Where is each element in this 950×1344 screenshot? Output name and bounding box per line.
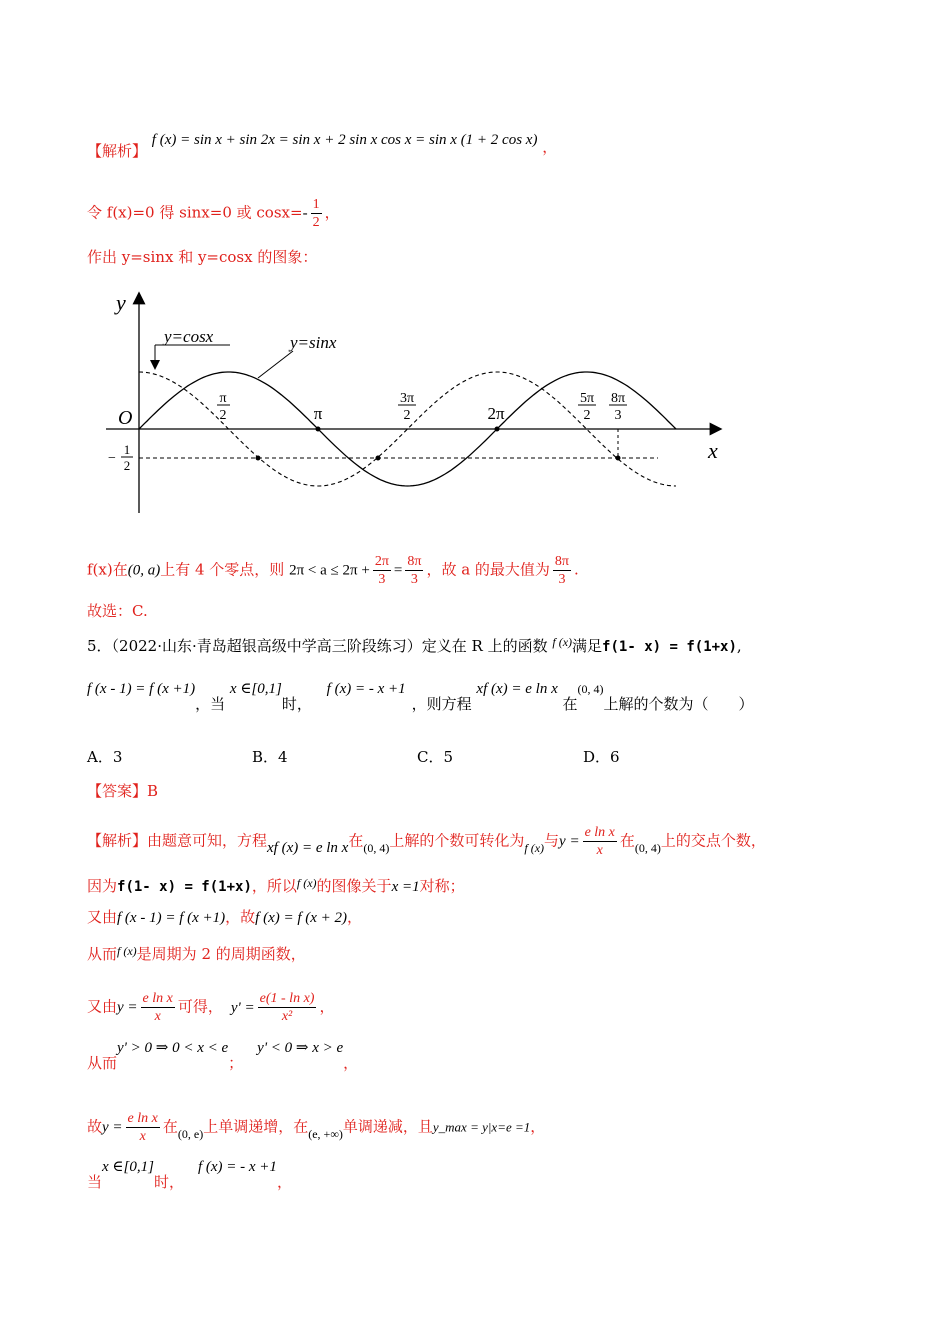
neg-half-den: 2 bbox=[123, 458, 131, 473]
frac-num: e ln x bbox=[142, 991, 173, 1006]
punct: ， bbox=[324, 203, 340, 222]
punct: , bbox=[736, 637, 742, 655]
text: 是周期为 2 的周期函数， bbox=[136, 945, 306, 963]
fraction bbox=[373, 553, 391, 588]
fraction bbox=[126, 1110, 160, 1145]
punct: ， bbox=[276, 1173, 292, 1191]
neg-half-sign: − bbox=[108, 451, 116, 466]
fx: f (x) bbox=[552, 635, 573, 649]
punct: . bbox=[574, 560, 579, 579]
text: ，则方程 bbox=[411, 695, 472, 713]
frac-den: x bbox=[139, 1129, 146, 1144]
solution-5-line-1 bbox=[87, 824, 766, 859]
option-d: D．6 bbox=[583, 748, 620, 766]
text: 单调递减，且 bbox=[342, 1117, 433, 1136]
punct: ， bbox=[319, 997, 335, 1016]
frac-num: 2π bbox=[374, 554, 389, 569]
text: f(x)在 bbox=[87, 560, 128, 579]
inequality: 2π < a ≤ 2π + bbox=[289, 562, 370, 579]
solution-line-3: 作出 y=sinx 和 y=cosx 的图象： bbox=[87, 248, 318, 266]
text: 当 bbox=[87, 1173, 103, 1191]
origin-label: O bbox=[118, 407, 133, 429]
max-value: y_max = y|x=e =1 bbox=[432, 1119, 531, 1135]
frac-num: e ln x bbox=[127, 1111, 158, 1126]
text: 可得， bbox=[177, 997, 223, 1016]
minus-sign: - bbox=[302, 205, 308, 222]
text: 在 bbox=[562, 695, 578, 713]
interval: (0, e) bbox=[177, 1126, 204, 1141]
frac-num: 1 bbox=[312, 197, 320, 212]
tick-2pi: 2π bbox=[487, 404, 505, 423]
text: 又由 bbox=[87, 908, 118, 926]
punct: ， bbox=[347, 908, 363, 926]
text: 的图像关于 bbox=[316, 877, 392, 895]
fraction bbox=[583, 824, 617, 859]
axis: x =1 bbox=[391, 879, 420, 895]
symmetry-condition: f(1- x) = f(1+x) bbox=[602, 639, 737, 655]
y-eq: y = bbox=[102, 1119, 123, 1136]
text: 对称； bbox=[419, 877, 465, 895]
frac-den: 3 bbox=[378, 572, 386, 587]
punct: ， bbox=[343, 1054, 359, 1072]
text: ； bbox=[228, 1054, 244, 1072]
text: 上的交点个数， bbox=[660, 831, 766, 850]
solution-line-4 bbox=[87, 553, 579, 588]
text: 时， bbox=[153, 1173, 184, 1191]
text: 从而 bbox=[87, 945, 118, 963]
text: ，所以 bbox=[251, 877, 297, 895]
text: 上有 4 个零点，则 bbox=[160, 560, 285, 579]
text: 【解析】由题意可知，方程 bbox=[87, 831, 268, 850]
neg-half-num: 1 bbox=[123, 442, 131, 457]
question-5-line-2 bbox=[87, 681, 754, 713]
frac-den: x bbox=[154, 1009, 161, 1024]
intersect-point bbox=[376, 456, 381, 461]
option-c: C．5 bbox=[417, 748, 454, 766]
frac-den: 3 bbox=[558, 572, 566, 587]
increasing-condition: y' > 0 ⇒ 0 < x < e bbox=[117, 1040, 229, 1056]
zero-condition-text: 令 f(x)=0 得 sinx=0 或 cosx= bbox=[87, 203, 303, 222]
text: ，当 bbox=[195, 695, 226, 713]
punct: ， bbox=[530, 1117, 546, 1136]
formula-f-expansion: f (x) = sin x + sin 2x = sin x + 2 sin x cos x = sin x (1 + 2 cos x) bbox=[151, 132, 538, 148]
option-a: A．3 bbox=[87, 748, 123, 766]
period-2: f (x) = f (x + 2) bbox=[255, 910, 348, 926]
question-text: 5．（2022·山东·青岛超银高级中学高三阶段练习）定义在 R 上的函数 bbox=[87, 637, 548, 655]
y-eq: y = bbox=[559, 833, 580, 850]
fraction bbox=[553, 553, 571, 588]
y-prime: y' = bbox=[230, 999, 255, 1016]
tick-3pi-over-2-den: 2 bbox=[403, 408, 411, 423]
tick-pi-over-2-den: 2 bbox=[219, 408, 227, 423]
fraction bbox=[258, 990, 317, 1025]
solution-5-line-7 bbox=[87, 1110, 545, 1145]
text: 故 bbox=[87, 1117, 103, 1136]
frac-num: 8π bbox=[554, 554, 569, 569]
text: 时， bbox=[281, 695, 312, 713]
symmetry-condition: f(1- x) = f(1+x) bbox=[117, 879, 252, 895]
interval: (e, +∞) bbox=[308, 1126, 343, 1141]
frac-den: 2 bbox=[312, 215, 320, 230]
fx: f (x) bbox=[296, 876, 317, 890]
tick-pi-over-2-num: π bbox=[219, 391, 227, 406]
equals: = bbox=[393, 562, 403, 579]
period-condition: f (x - 1) = f (x +1) bbox=[117, 910, 226, 926]
solution-5-line-2 bbox=[87, 876, 465, 897]
answer-choice-line: 故选：C. bbox=[87, 602, 148, 620]
text: 在 bbox=[619, 831, 635, 850]
tick-pi: π bbox=[313, 404, 323, 423]
fx-definition: f (x) = - x +1 bbox=[326, 681, 406, 697]
interval-0-a: (0, a) bbox=[127, 562, 161, 579]
equation: xf (x) = e ln x bbox=[476, 681, 558, 697]
frac-den: x² bbox=[281, 1009, 293, 1024]
text: 在 bbox=[162, 1117, 178, 1136]
equation: xf (x) = e ln x bbox=[267, 839, 349, 856]
fx: f (x) bbox=[117, 944, 137, 958]
frac-den: x bbox=[596, 843, 603, 858]
tick-8pi-over-3-den: 3 bbox=[614, 408, 622, 423]
cos-label: y=cosx bbox=[164, 327, 214, 346]
interval: (0, 4) bbox=[634, 840, 661, 855]
text: 又由 bbox=[87, 997, 118, 1016]
tick-3pi-over-2-num: 3π bbox=[399, 391, 415, 406]
option-b: B．4 bbox=[252, 748, 288, 766]
question-5-line-1 bbox=[87, 636, 742, 657]
answer-line: 【答案】B bbox=[87, 782, 159, 800]
solution-tag: 【解析】 bbox=[87, 142, 148, 160]
punct: ， bbox=[542, 138, 558, 156]
frac-den: 3 bbox=[410, 572, 418, 587]
text: 从而 bbox=[87, 1054, 118, 1072]
frac-num: e ln x bbox=[584, 825, 615, 840]
frac-num: 8π bbox=[407, 554, 422, 569]
x-axis-label: x bbox=[708, 438, 718, 463]
y-eq: y = bbox=[117, 999, 138, 1016]
text: 与 bbox=[544, 831, 560, 850]
interval-0-4: (0, 4) bbox=[577, 682, 604, 696]
decreasing-condition: y' < 0 ⇒ x > e bbox=[257, 1040, 344, 1056]
fraction bbox=[405, 553, 423, 588]
fx-definition: f (x) = - x +1 bbox=[197, 1159, 277, 1175]
period-condition: f (x - 1) = f (x +1) bbox=[87, 681, 196, 697]
text: 在 bbox=[348, 831, 364, 850]
text: 满足 bbox=[572, 637, 603, 655]
solution-5-line-5 bbox=[87, 990, 334, 1025]
fraction bbox=[141, 990, 175, 1025]
frac-num: e(1 - ln x) bbox=[259, 991, 315, 1006]
solution-5-line-3 bbox=[87, 907, 362, 928]
interval: (0, 4) bbox=[363, 840, 390, 855]
sin-cos-graph bbox=[98, 288, 738, 518]
tick-5pi-over-2-num: 5π bbox=[579, 391, 595, 406]
zero-point-2pi bbox=[495, 427, 500, 432]
tick-5pi-over-2-den: 2 bbox=[583, 408, 591, 423]
intersect-point bbox=[256, 456, 261, 461]
sin-label-pointer bbox=[258, 351, 293, 378]
solution-5-line-6 bbox=[87, 1040, 359, 1072]
sin-label: y=sinx bbox=[290, 333, 337, 352]
fraction-one-half bbox=[311, 196, 322, 231]
y-axis-label: y bbox=[116, 290, 126, 315]
text: ，故 a 的最大值为 bbox=[426, 560, 550, 579]
solution-5-line-4 bbox=[87, 944, 306, 965]
text: 上解的个数为（ ） bbox=[603, 695, 754, 713]
tick-8pi-over-3-num: 8π bbox=[610, 391, 626, 406]
interval-x: x ∈[0,1] bbox=[102, 1159, 154, 1175]
solution-line-1 bbox=[87, 132, 558, 160]
solution-5-line-8 bbox=[87, 1159, 292, 1191]
solution-line-2 bbox=[87, 196, 340, 231]
intersect-point bbox=[616, 456, 621, 461]
fx: f (x) bbox=[524, 840, 545, 855]
text: 上单调递增，在 bbox=[203, 1117, 309, 1136]
text: 因为 bbox=[87, 877, 118, 895]
text: 上解的个数可转化为 bbox=[389, 831, 525, 850]
zero-point-pi bbox=[316, 427, 321, 432]
text: ，故 bbox=[225, 908, 256, 926]
interval-x: x ∈[0,1] bbox=[229, 681, 282, 697]
